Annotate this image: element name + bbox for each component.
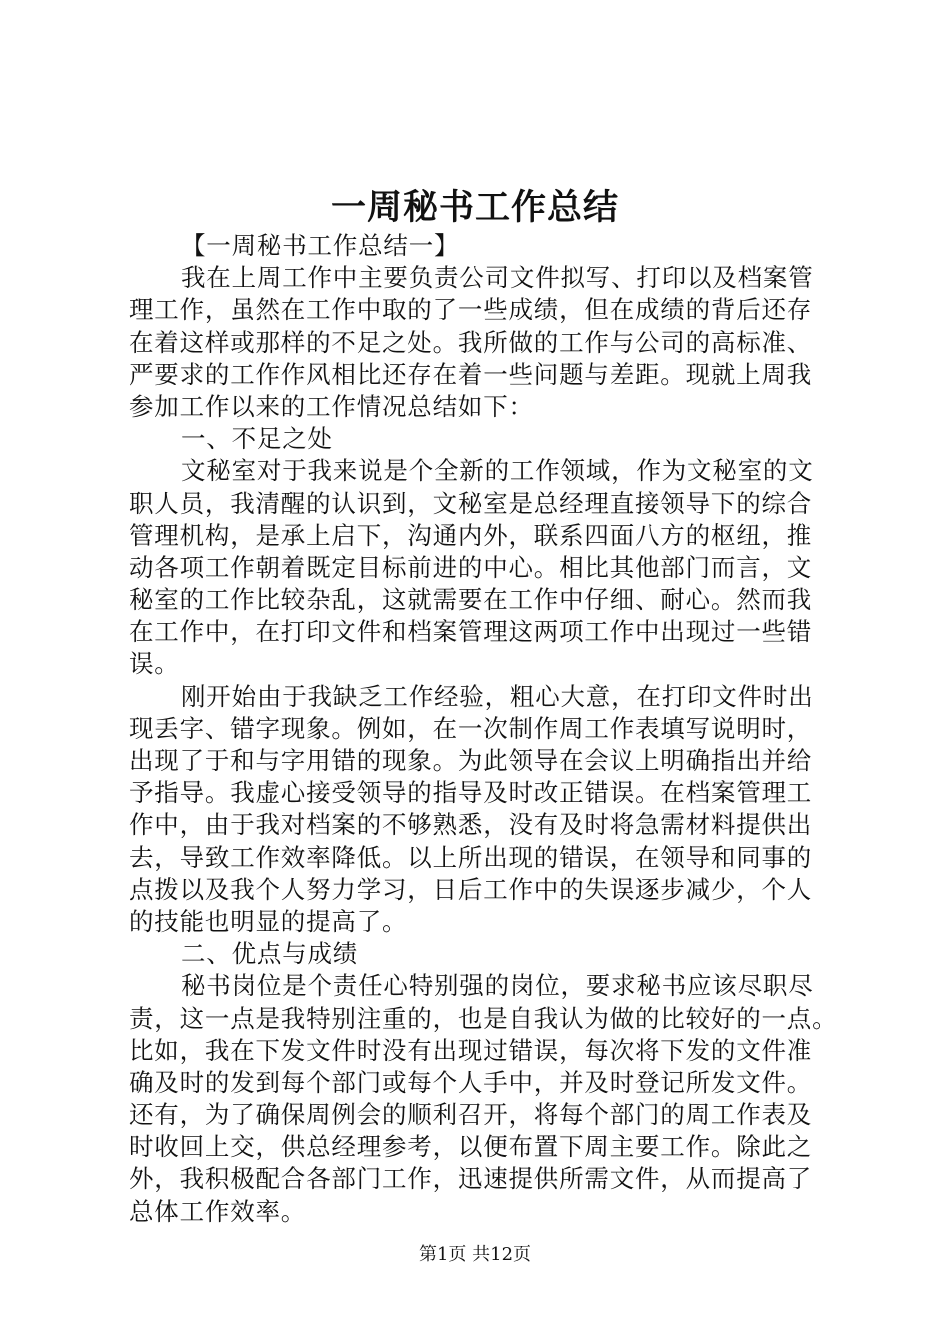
- text-line: 外，我积极配合各部门工作，迅速提供所需文件，从而提高了: [129, 1164, 813, 1194]
- text-line: 动各项工作朝着既定目标前进的中心。相比其他部门而言，文: [129, 552, 813, 582]
- text-line: 职人员，我清醒的认识到，文秘室是总经理直接领导下的综合: [129, 488, 813, 518]
- text-line: 理工作，虽然在工作中取的了一些成绩，但在成绩的背后还存: [129, 295, 813, 325]
- text-line: 秘室的工作比较杂乱，这就需要在工作中仔细、耐心。然而我: [129, 585, 813, 615]
- document-body: [129, 230, 838, 1228]
- document-title: 一周秘书工作总结: [330, 187, 619, 228]
- text-line: 去，导致工作效率降低。以上所出现的错误，在领导和同事的: [129, 842, 813, 872]
- text-line: 一、不足之处: [181, 424, 333, 454]
- text-line: 参加工作以来的工作情况总结如下：: [129, 391, 534, 421]
- page-footer: 第1页 共12页: [418, 1244, 532, 1265]
- text-line: 的技能也明显的提高了。: [129, 906, 408, 936]
- text-line: 作中，由于我对档案的不够熟悉，没有及时将急需材料提供出: [129, 810, 813, 840]
- text-line: 还有，为了确保周例会的顺利召开，将每个部门的周工作表及: [129, 1100, 813, 1130]
- text-line: 予指导。我虚心接受领导的指导及时改正错误。在档案管理工: [129, 778, 813, 808]
- text-line: 文秘室对于我来说是个全新的工作领域，作为文秘室的文: [181, 456, 814, 486]
- text-line: 现丢字、错字现象。例如，在一次制作周工作表填写说明时，: [129, 713, 813, 743]
- text-line: 我在上周工作中主要负责公司文件拟写、打印以及档案管: [181, 263, 814, 293]
- text-line: 管理机构，是承上启下，沟通内外，联系四面八方的枢纽，推: [129, 520, 813, 550]
- text-line: 责，这一点是我特别注重的，也是自我认为做的比较好的一点。: [129, 1003, 838, 1033]
- text-line: 二、优点与成绩: [181, 939, 359, 969]
- text-line: 点拨以及我个人努力学习，日后工作中的失误逐步减少，个人: [129, 874, 813, 904]
- text-line: 刚开始由于我缺乏工作经验，粗心大意，在打印文件时出: [181, 681, 814, 711]
- text-line: 时收回上交，供总经理参考，以便布置下周主要工作。除此之: [129, 1132, 813, 1162]
- text-line: 在着这样或那样的不足之处。我所做的工作与公司的高标准、: [129, 327, 813, 357]
- text-line: 秘书岗位是个责任心特别强的岗位，要求秘书应该尽职尽: [181, 971, 814, 1001]
- text-line: 出现了于和与字用错的现象。为此领导在会议上明确指出并给: [129, 746, 813, 775]
- text-line: 确及时的发到每个部门或每个人手中，并及时登记所发文件。: [129, 1067, 813, 1097]
- text-line: 比如，我在下发文件时没有出现过错误，每次将下发的文件准: [129, 1035, 813, 1065]
- text-line: 严要求的工作作风相比还存在着一些问题与差距。现就上周我: [129, 359, 813, 389]
- text-line: 总体工作效率。: [129, 1196, 307, 1226]
- text-line: 误。: [129, 649, 180, 679]
- text-line: 在工作中，在打印文件和档案管理这两项工作中出现过一些错: [129, 617, 813, 647]
- text-line: 【一周秘书工作总结一】: [181, 231, 460, 260]
